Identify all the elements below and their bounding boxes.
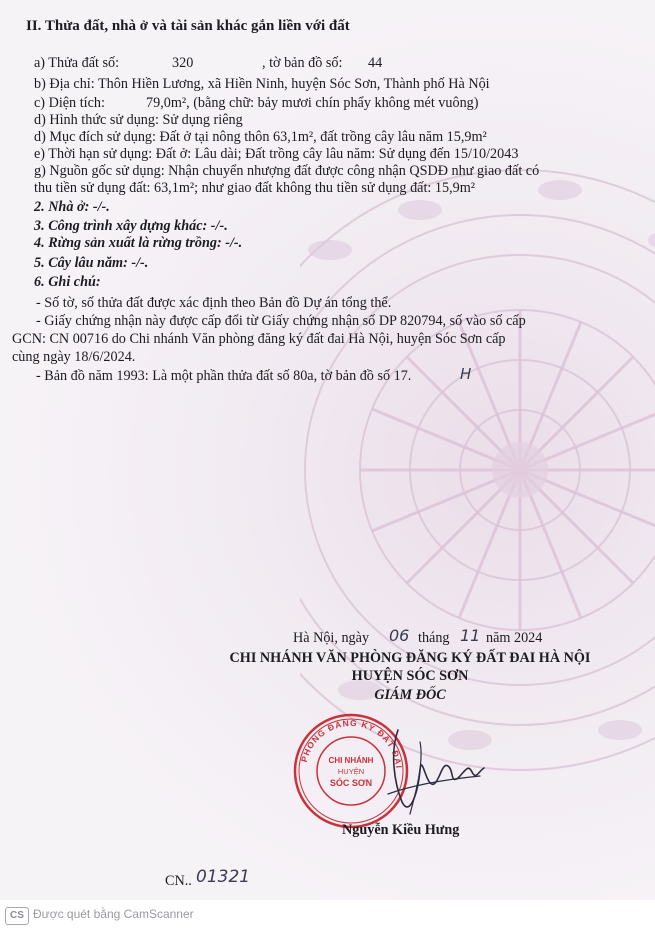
note-3: - Bản đồ năm 1993: Là một phần thửa đất số 80a, tờ bản đồ số 17. — [36, 368, 412, 384]
use-purpose-line: d) Mục đích sử dụng: Đất ở tại nông thôn 63,1m², đất trồng cây lâu năm 15,9m² — [34, 129, 487, 145]
parcel-number-label: a) Thửa đất số: — [34, 55, 120, 71]
map-sheet-number: 44 — [368, 55, 383, 71]
house-item: 2. Nhà ở: -/-. — [34, 199, 110, 215]
serial-prefix: CN.. — [165, 873, 192, 889]
construction-item: 3. Công trình xây dựng khác: -/-. — [34, 218, 228, 234]
note-1: - Số tờ, số thửa đất được xác định theo Bản đồ Dự án tổng thể. — [36, 295, 392, 311]
date-month: 11 — [460, 626, 481, 645]
section-title: II. Thửa đất, nhà ở và tài sản khác gắn liền với đất — [26, 18, 350, 34]
office-line-2: HUYỆN SÓC SƠN — [351, 668, 469, 684]
handwritten-signature-icon — [380, 722, 490, 822]
date-year: năm 2024 — [486, 630, 543, 646]
camscanner-caption: Được quét bằng CamScanner — [33, 907, 194, 921]
parcel-number: 320 — [172, 55, 194, 71]
signer-title: GIÁM ĐỐC — [374, 687, 446, 703]
origin-line-1: g) Nguồn gốc sử dụng: Nhận chuyển nhượng đất được công nhận QSDĐ như giao đất có — [34, 163, 540, 179]
area-value: 79,0m², (bằng chữ: bảy mươi chín phẩy không mét vuông) — [146, 95, 479, 111]
date-month-label: tháng — [418, 630, 450, 646]
note-2-line-2: GCN: CN 00716 do Chi nhánh Văn phòng đăng ký đất đai Hà Nội, huyện Sóc Sơn cấp — [12, 331, 506, 347]
svg-text:HUYỆN: HUYỆN — [337, 767, 365, 776]
forest-item: 4. Rừng sản xuất là rừng trồng: -/-. — [34, 235, 243, 251]
use-form-line: d) Hình thức sử dụng: Sử dụng riêng — [34, 112, 243, 128]
date-prefix: Hà Nội, ngày — [293, 630, 370, 646]
origin-line-2: thu tiền sử dụng đất: 63,1m²; như giao đất không thu tiền sử dụng đất: 15,9m² — [34, 180, 476, 196]
address-line: b) Địa chỉ: Thôn Hiền Lương, xã Hiền Ninh, huyện Sóc Sơn, Thành phố Hà Nội — [34, 76, 490, 92]
serial-number: 01321 — [196, 867, 251, 887]
use-term-line: e) Thời hạn sử dụng: Đất ở: Lâu dài; Đất trồng cây lâu năm: Sử dụng đến 15/10/2043 — [34, 146, 519, 162]
note-2-line-3: cùng ngày 18/6/2024. — [12, 349, 136, 365]
perennial-item: 5. Cây lâu năm: -/-. — [34, 255, 149, 271]
map-sheet-label: , tờ bản đồ số: — [262, 55, 343, 71]
svg-text:PHÒNG ĐĂNG KÝ ĐẤT ĐAI: PHÒNG ĐĂNG KÝ ĐẤT ĐAI — [298, 717, 404, 770]
svg-text:SÓC SƠN: SÓC SƠN — [329, 778, 373, 788]
svg-text:CHI NHÁNH: CHI NHÁNH — [328, 756, 374, 765]
notes-title: 6. Ghi chú: — [34, 274, 101, 290]
area-label: c) Diện tích: — [34, 95, 105, 111]
note-2-line-1: - Giấy chứng nhận này được cấp đổi từ Giấy chứng nhận số DP 820794, số vào số cấp — [36, 313, 526, 329]
initial-mark: H — [460, 365, 472, 383]
office-line-1: CHI NHÁNH VĂN PHÒNG ĐĂNG KÝ ĐẤT ĐAI HÀ NỘI — [229, 650, 591, 666]
scanner-footer — [0, 900, 655, 930]
date-day: 06 — [389, 626, 410, 645]
camscanner-logo-icon: CS — [5, 907, 29, 925]
signer-name: Nguyễn Kiều Hưng — [342, 822, 460, 838]
